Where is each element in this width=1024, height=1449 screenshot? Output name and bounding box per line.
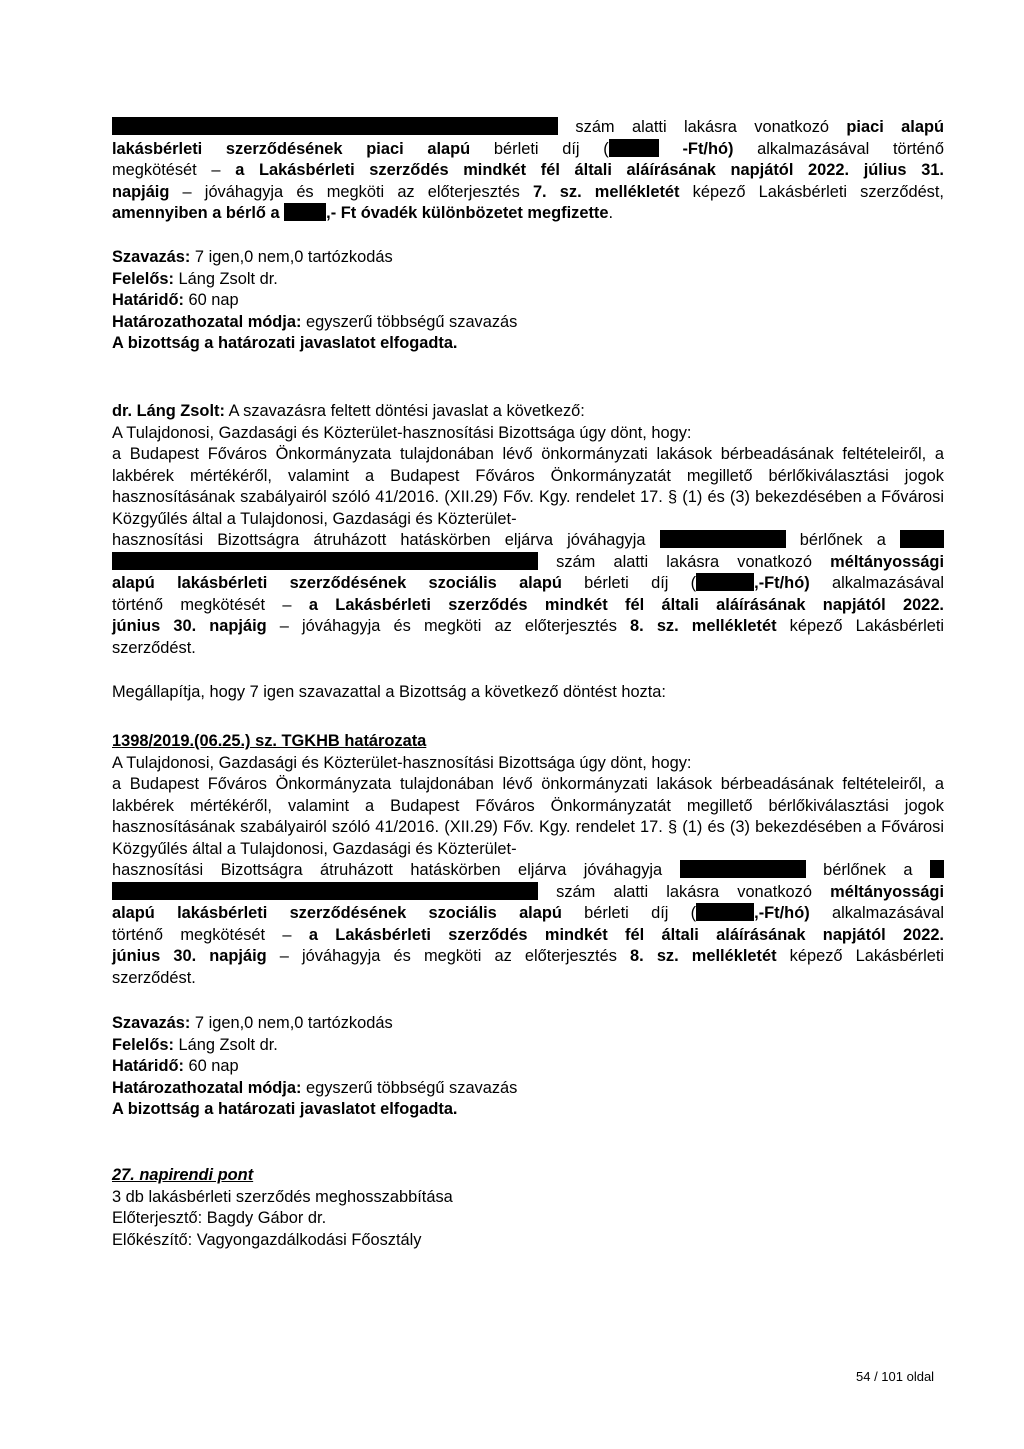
vote-block-2 [112, 1013, 944, 1121]
presenter: Előterjesztő: Bagdy Gábor dr. [112, 1209, 327, 1227]
deadline: Határidő: 60 nap [112, 291, 239, 309]
responsible: Felelős: Láng Zsolt dr. [112, 269, 278, 288]
redaction-bar [900, 530, 944, 548]
agenda-title: 27. napirendi pont [112, 1166, 254, 1184]
redaction-bar [112, 882, 538, 900]
redaction-bar [112, 117, 558, 135]
redaction-bar [930, 860, 944, 878]
date-line: június 30. napjáig – jóváhagyja és megköti az előterjesztés 8. sz. mellékletét képező Lakásbérleti [112, 947, 945, 965]
resolution-block [112, 731, 944, 989]
agenda-item [112, 1165, 944, 1251]
address-line: szám alatti lakásra vonatkozó méltányossági [112, 882, 944, 904]
regulation-text: a Budapest Főváros Önkormányzata tulajdonában lévő önkormányzati lakások bérbeadásának feltételeiről, a lakbérek mértékéről, valamint a Budapest Főváros Önkormányzatát megillető bérlőkiválasztási jogok hasznosításának szabályairól szóló 41/2016. (XII.29) Főv. Kgy. rendelet 17. § (1) és (3) bekezdésében a Fővárosi Közgyűlés által a Tulajdonosi, Gazdasági és Közterület- [112, 775, 944, 858]
vote-result: Szavazás: 7 igen,0 nem,0 tartózkodás [112, 248, 393, 266]
statement: Megállapítja, hogy 7 igen szavazattal a Bizottság a következő döntést hozta: [112, 683, 666, 701]
speaker-line: dr. Láng Zsolt: A szavazásra feltett döntési javaslat a következő: [112, 402, 585, 420]
signing-line: történő megkötését – a Lakásbérleti szerződés mindkét fél általi aláírásának napjától 2022. [112, 595, 944, 614]
regulation-text: a Budapest Főváros Önkormányzata tulajdonában lévő önkormányzati lakások bérbeadásának feltételeiről, a lakbérek mértékéről, valamint a Budapest Főváros Önkormányzatát megillető bérlőkiválasztási jogok hasznosításának szabályairól szóló 41/2016. (XII.29) Főv. Kgy. rendelet 17. § (1) és (3) bekezdésében a Fővárosi Közgyűlés által a Tulajdonosi, Gazdasági és Közterület- [112, 445, 944, 528]
redaction-bar [112, 552, 538, 570]
redaction-bar [696, 903, 754, 921]
resolution-continuation [112, 117, 944, 225]
redaction-bar [680, 860, 806, 878]
responsible: Felelős: Láng Zsolt dr. [112, 1035, 278, 1054]
committee-result: A bizottság a határozati javaslatot elfogadta. [112, 334, 458, 352]
para1-line5: amennyiben a bérlő a ,- Ft óvadék különbözetet megfizette. [112, 204, 614, 222]
redaction-bar [284, 203, 326, 221]
date-line: június 30. napjáig – jóváhagyja és megköti az előterjesztés 8. sz. mellékletét képező Lakásbérleti [112, 617, 945, 635]
decision-method: Határozathozatal módja: egyszerű többségű szavazás [112, 312, 518, 331]
para1-line4: napjáig – jóváhagyja és megköti az előterjesztés 7. sz. mellékletét képező Lakásbérleti szerződést, [112, 182, 944, 201]
rent-line: alapú lakásbérleti szerződésének szociális alapú bérleti díj ( ,-Ft/hó) alkalmazásával [112, 904, 945, 922]
closing-line: szerződést. [112, 968, 196, 987]
committee-decides: A Tulajdonosi, Gazdasági és Közterület-hasznosítási Bizottsága úgy dönt, hogy: [112, 753, 692, 772]
vote-result: Szavazás: 7 igen,0 nem,0 tartózkodás [112, 1014, 393, 1032]
para1-line1: szám alatti lakásra vonatkozó piaci alapú [112, 117, 944, 139]
deadline: Határidő: 60 nap [112, 1057, 239, 1075]
committee-result: A bizottság a határozati javaslatot elfogadta. [112, 1100, 458, 1118]
vote-block-1 [112, 247, 944, 355]
rent-line: alapú lakásbérleti szerződésének szociális alapú bérleti díj ( ,-Ft/hó) alkalmazásával [112, 574, 945, 592]
redaction-bar [609, 139, 659, 157]
para1-line3: megkötését – a Lakásbérleti szerződés mindkét fél általi aláírásának napjától 2022. július 31. [112, 161, 944, 179]
redaction-bar [696, 573, 754, 591]
address-line: szám alatti lakásra vonatkozó méltányossági [112, 552, 944, 574]
page-number: 54 / 101 oldal [856, 1369, 935, 1384]
agenda-subject: 3 db lakásbérleti szerződés meghosszabbítása [112, 1187, 453, 1206]
redaction-bar [660, 530, 786, 548]
approval-line: hasznosítási Bizottságra átruházott hatáskörben eljárva jóváhagyja bérlőnek a [112, 530, 944, 552]
approval-line: hasznosítási Bizottságra átruházott hatáskörben eljárva jóváhagyja bérlőnek a [112, 860, 944, 882]
signing-line: történő megkötését – a Lakásbérleti szerződés mindkét fél általi aláírásának napjától 2022. [112, 925, 944, 944]
proposal-paragraph [112, 401, 944, 659]
resolution-heading: 1398/2019.(06.25.) sz. TGKHB határozata [112, 732, 427, 750]
preparer: Előkészítő: Vagyongazdálkodási Főosztály [112, 1230, 422, 1249]
para1-line2: lakásbérleti szerződésének piaci alapú bérleti díj ( -Ft/hó) alkalmazásával történő [112, 139, 944, 158]
committee-decides: A Tulajdonosi, Gazdasági és Közterület-hasznosítási Bizottsága úgy dönt, hogy: [112, 423, 692, 442]
closing-line: szerződést. [112, 638, 196, 657]
decision-method: Határozathozatal módja: egyszerű többségű szavazás [112, 1078, 518, 1097]
